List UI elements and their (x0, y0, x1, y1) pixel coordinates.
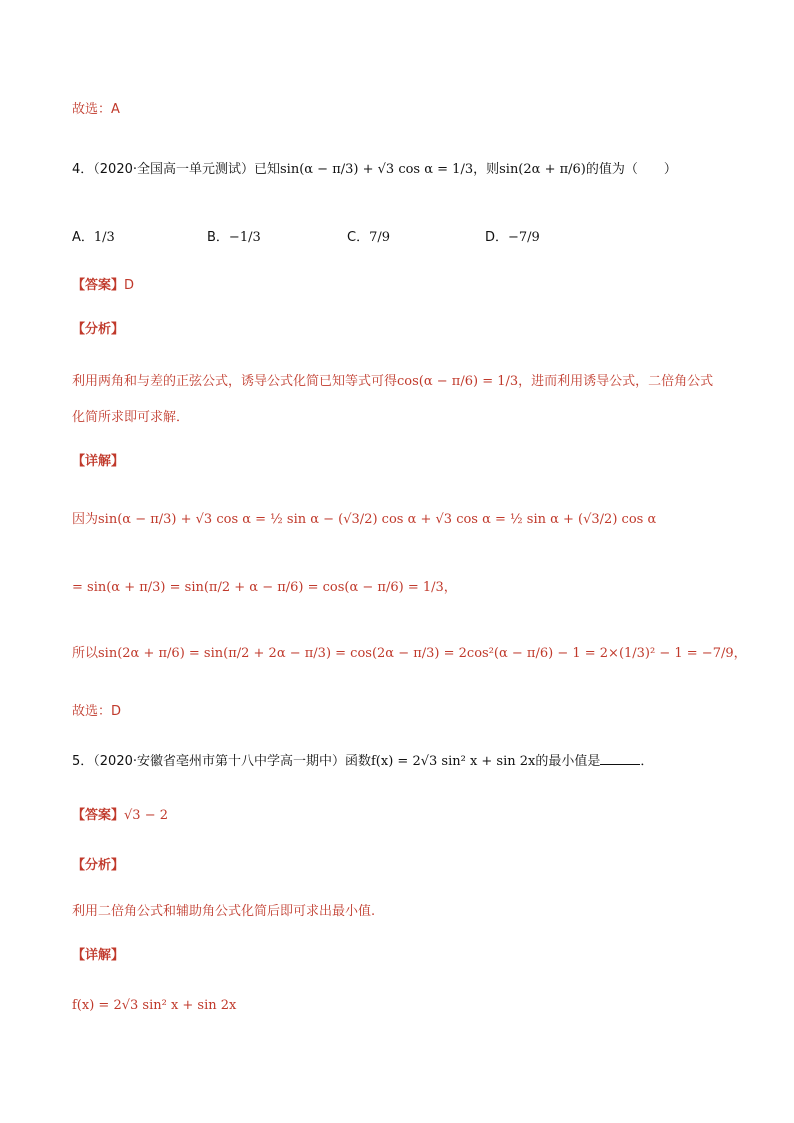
detail-expression: sin(α − π/3) + √3 cos α = ½ sin α − (√3/2) cos α + √3 cos α = ½ sin α + (√3/2) cos α (98, 512, 657, 527)
analysis-text-a: 利用两角和与差的正弦公式，诱导公式化简已知等式可得 (72, 374, 398, 389)
q5-answer-line (72, 806, 168, 826)
answer-tag: 【答案】 (72, 808, 125, 823)
detail-expression: sin(2α + π/6) = sin(π/2 + 2α − π/3) = cos(2α − π/3) = 2cos²(α − π/6) − 1 = 2×(1/3)² − 1 = −7/9， (98, 646, 747, 661)
detail-prefix: 因为 (72, 512, 99, 527)
q4-stem-suffix: 的值为（ ） (585, 162, 677, 177)
q5-stem-prefix: 5．（2020·安徽省亳州市第十八中学高一期中）函数 (72, 754, 371, 769)
q4-detail-line2: = sin(α + π/3) = sin(π/2 + α − π/6) = cos(α − π/6) = 1/3， (72, 580, 457, 595)
q3-conclusion: 故选：A (72, 102, 120, 117)
answer-tag: 【答案】 (72, 278, 125, 293)
q5-analysis: 利用二倍角公式和辅助角公式化简后即可求出最小值. (72, 904, 376, 919)
q4-stem-prefix: 4．（2020·全国高一单元测试）已知 (72, 162, 280, 177)
q5-answer: √3 − 2 (124, 808, 168, 823)
option-value: 7/9 (369, 230, 390, 245)
q4-option-d (485, 226, 540, 245)
detail-prefix: 所以 (72, 646, 99, 661)
analysis-expression: cos(α − π/6) = 1/3 (397, 374, 519, 389)
q5-stem (72, 752, 653, 772)
q4-analysis-tag: 【分析】 (72, 322, 125, 337)
q4-option-a (72, 226, 115, 245)
q4-target-expression: sin(2α + π/6) (499, 162, 586, 177)
q4-option-b (207, 226, 261, 245)
q4-stem (72, 160, 677, 180)
option-label: D． (485, 230, 509, 245)
option-value: −7/9 (508, 230, 540, 245)
option-label: B． (207, 230, 229, 245)
option-label: C． (347, 230, 370, 245)
q4-option-c (347, 226, 390, 245)
q5-analysis-tag: 【分析】 (72, 858, 125, 873)
q5-stem-suffix: 的最小值是 (535, 754, 601, 769)
option-value: −1/3 (228, 230, 261, 245)
q4-detail-tag: 【详解】 (72, 454, 125, 469)
q4-detail-line3 (72, 644, 747, 664)
q4-answer-line (72, 276, 134, 296)
q4-conclusion: 故选：D (72, 704, 122, 719)
q5-stem-end: ． (640, 754, 654, 769)
analysis-text-b: ，进而利用诱导公式，二倍角公式 (518, 374, 714, 389)
q4-stem-mid: ，则 (473, 162, 500, 177)
option-value: 1/3 (93, 230, 115, 245)
q4-given-equation: sin(α − π/3) + √3 cos α = 1/3 (280, 162, 474, 177)
q4-answer: D (124, 278, 135, 293)
q4-analysis-line2: 化简所求即可求解． (72, 410, 190, 425)
q5-detail-tag: 【详解】 (72, 948, 125, 963)
q5-detail-line1: f(x) = 2√3 sin² x + sin 2x (72, 998, 237, 1013)
q4-detail-line1 (72, 510, 656, 530)
answer-blank (600, 752, 640, 765)
q5-function-expression: f(x) = 2√3 sin² x + sin 2x (371, 754, 536, 769)
option-label: A． (72, 230, 94, 245)
q4-analysis-line1 (72, 372, 713, 392)
